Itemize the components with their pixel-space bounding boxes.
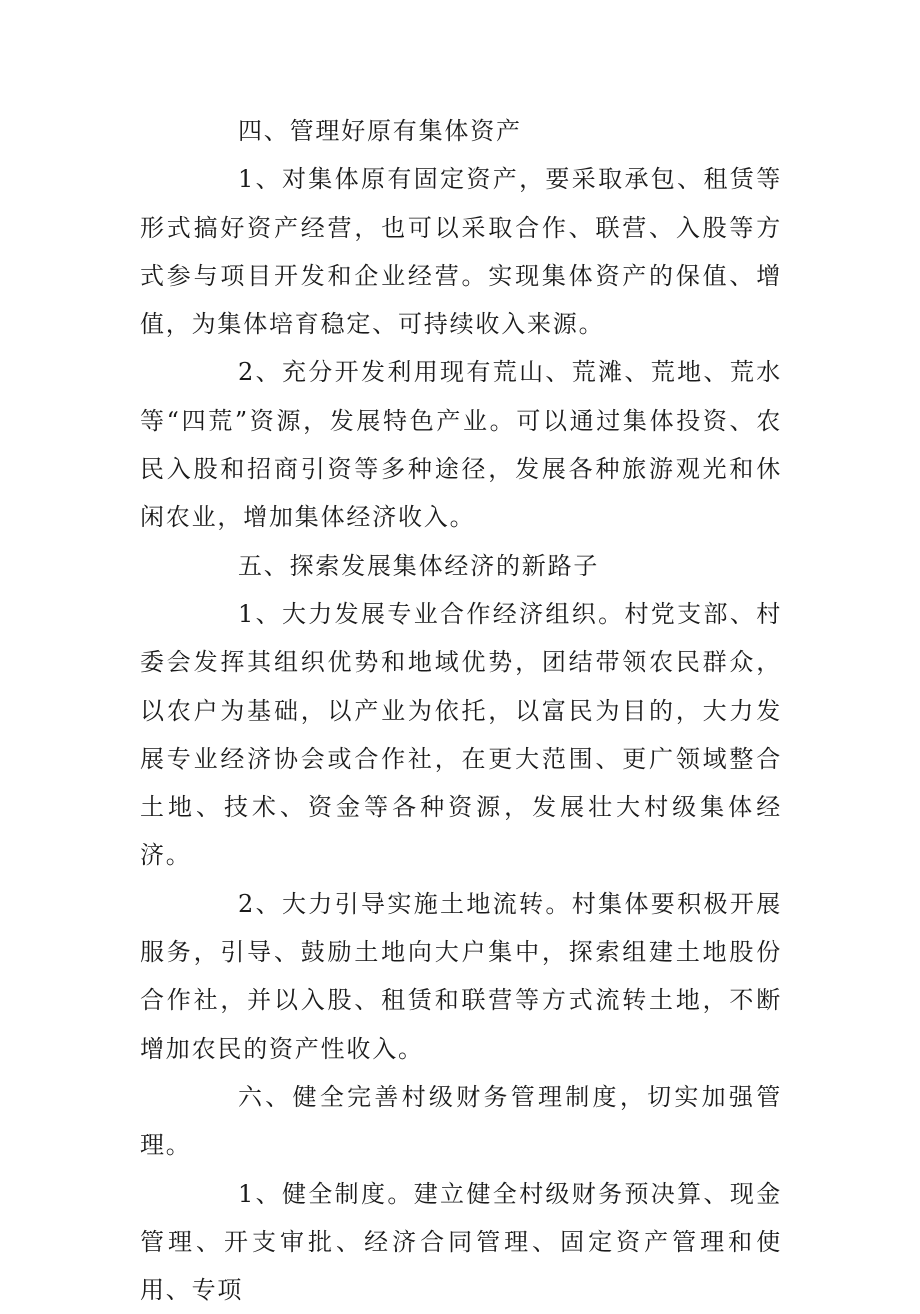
- section-heading-six: 六、健全完善村级财务管理制度，切实加强管理。: [140, 1082, 782, 1160]
- section-heading-four: 四、管理好原有集体资产: [238, 117, 522, 145]
- paragraph-6-1: 1、健全制度。建立健全村级财务预决算、现金管理、开支审批、经济合同管理、固定资产管理和使用、专项: [140, 1179, 782, 1305]
- document-body: [140, 107, 782, 1314]
- paragraph-5-1: 1、大力发展专业合作经济组织。村党支部、村委会发挥其组织优势和地域优势，团结带领农民群众，以农户为基础，以产业为依托，以富民为目的，大力发展专业经济协会或合作社，在更大范围、更广领域整合土地、技术、资金等各种资源，发展壮大村级集体经济。: [140, 599, 782, 870]
- paragraph-4-1: 1、对集体原有固定资产，要采取承包、租赁等形式搞好资产经营，也可以采取合作、联营、入股等方式参与项目开发和企业经营。实现集体资产的保值、增值，为集体培育稳定、可持续收入来源。: [140, 165, 782, 339]
- section-heading-five: 五、探索发展集体经济的新路子: [238, 551, 600, 580]
- paragraph-5-2: 2、大力引导实施土地流转。村集体要积极开展服务，引导、鼓励土地向大户集中，探索组建土地股份合作社，并以入股、租赁和联营等方式流转土地，不断增加农民的资产性收入。: [140, 889, 782, 1063]
- paragraph-4-2: 2、充分开发利用现有荒山、荒滩、荒地、荒水等“四荒”资源，发展特色产业。可以通过集体投资、农民入股和招商引资等多种途径，发展各种旅游观光和休闲农业，增加集体经济收入。: [140, 358, 782, 532]
